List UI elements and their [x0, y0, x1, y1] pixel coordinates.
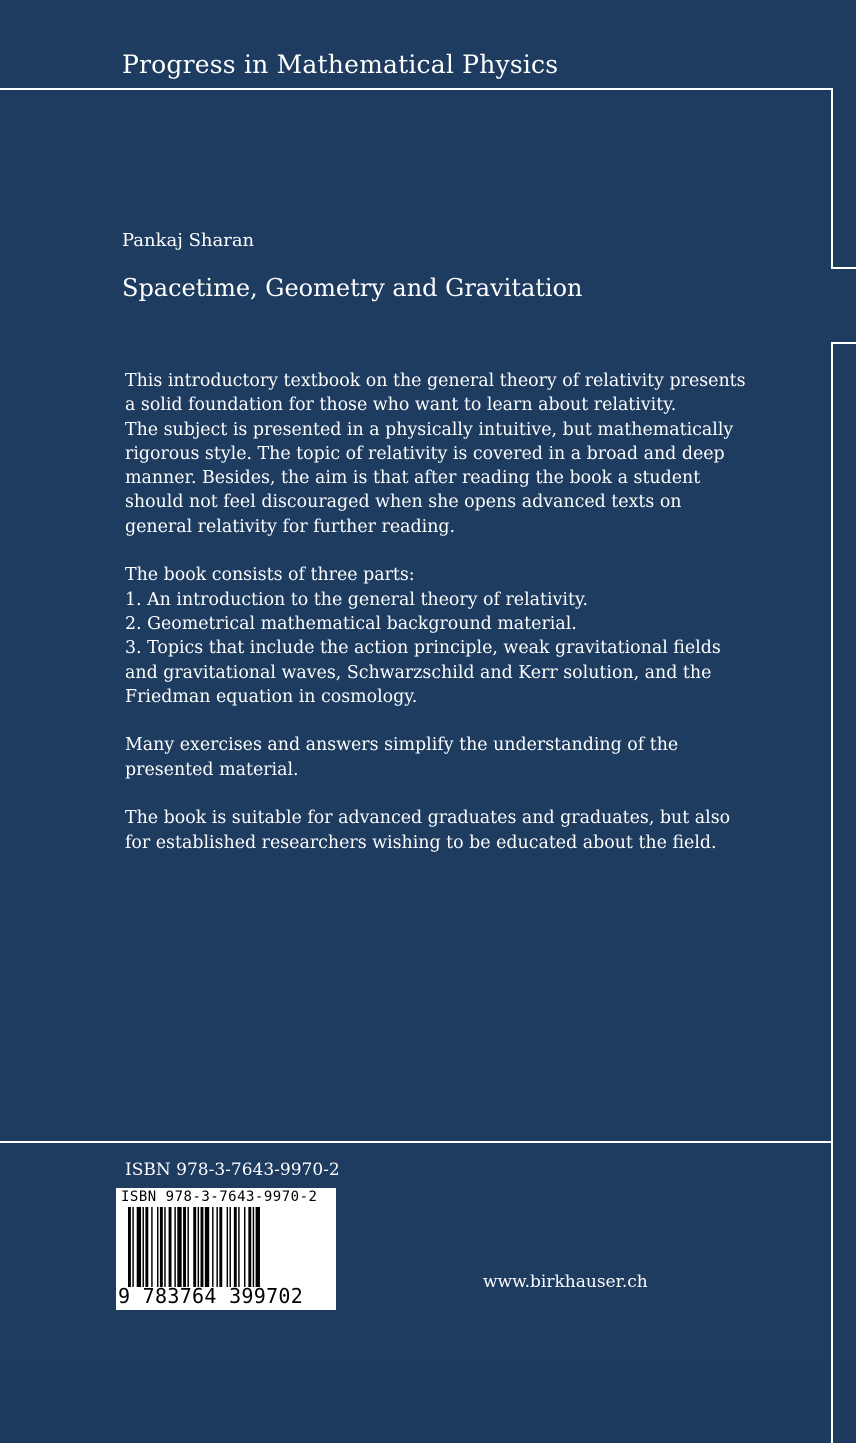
text-line: presented material. — [125, 759, 299, 780]
text-line: The book consists of three parts: — [125, 565, 415, 586]
series-title: Progress in Mathematical Physics — [122, 50, 559, 79]
barcode-bar — [198, 1207, 199, 1287]
barcode-bar — [216, 1207, 217, 1287]
barcode-bar — [177, 1207, 181, 1287]
barcode-bar — [193, 1207, 196, 1287]
barcode — [116, 1188, 336, 1310]
barcode-bar — [230, 1207, 231, 1287]
description-paragraph-1 — [125, 369, 765, 539]
barcode-bar — [187, 1207, 188, 1287]
barcode-bar — [244, 1207, 245, 1287]
isbn-number: ISBN 978-3-7643-9970-2 — [125, 1160, 340, 1180]
frame-right-upper-line — [831, 88, 833, 269]
barcode-bar — [160, 1207, 163, 1287]
barcode-bar — [183, 1207, 186, 1287]
barcode-bar — [205, 1207, 209, 1287]
frame-right-lower-line — [831, 342, 833, 1443]
barcode-bar — [248, 1207, 251, 1287]
barcode-bar — [157, 1207, 158, 1287]
barcode-bar — [253, 1207, 254, 1287]
text-line: The book is suitable for advanced graduates and graduates, but also — [125, 808, 731, 829]
book-title: Spacetime, Geometry and Gravitation — [122, 274, 583, 302]
text-line: for established researchers wishing to be educated about the field. — [125, 832, 717, 853]
barcode-bar — [143, 1207, 144, 1287]
barcode-bar — [164, 1207, 165, 1287]
barcode-bar — [201, 1207, 204, 1287]
description — [125, 369, 765, 879]
description-paragraph-2 — [125, 563, 765, 709]
barcode-bar — [219, 1207, 222, 1287]
text-line: and gravitational waves, Schwarzschild and Kerr solution, and the — [125, 662, 712, 683]
barcode-bar — [256, 1207, 260, 1287]
barcode-bar — [174, 1207, 175, 1287]
list-item: 1. An introduction to the general theory of relativity. — [125, 589, 588, 610]
frame-top-line — [0, 88, 833, 90]
author-name: Pankaj Sharan — [122, 230, 255, 251]
publisher-website: www.birkhauser.ch — [483, 1272, 648, 1292]
barcode-bar — [151, 1207, 152, 1287]
list-item: 3. Topics that include the action principle, weak gravitational fields — [125, 638, 721, 659]
frame-lower-tick — [831, 342, 856, 344]
barcode-bar — [128, 1207, 131, 1287]
barcode-bar — [145, 1207, 148, 1287]
text-line: a solid foundation for those who want to learn about relativity. — [125, 395, 677, 416]
barcode-isbn-text: ISBN 978-3-7643-9970-2 — [121, 1189, 318, 1205]
frame-upper-tick — [831, 267, 856, 269]
barcode-bar — [234, 1207, 237, 1287]
text-line: rigorous style. The topic of relativity is covered in a broad and deep — [125, 443, 725, 464]
text-line: This introductory textbook on the general theory of relativity presents — [125, 371, 746, 391]
barcode-bar — [238, 1207, 239, 1287]
barcode-bar — [169, 1207, 172, 1287]
text-line: general relativity for further reading. — [125, 516, 456, 537]
text-line: The subject is presented in a physically intuitive, but mathematically — [125, 419, 734, 440]
barcode-bar — [137, 1207, 141, 1287]
text-line: should not feel discouraged when she opens advanced texts on — [125, 492, 682, 513]
list-item: 2. Geometrical mathematical background material. — [125, 613, 577, 634]
text-line: manner. Besides, the aim is that after reading the book a student — [125, 468, 701, 489]
barcode-bar — [212, 1207, 213, 1287]
description-paragraph-3 — [125, 733, 765, 782]
text-line: Friedman equation in cosmology. — [125, 686, 418, 707]
barcode-digits: 9 783764 399702 — [118, 1284, 304, 1308]
description-paragraph-4 — [125, 806, 765, 855]
text-line: Many exercises and answers simplify the understanding of the — [125, 735, 679, 756]
barcode-bar — [227, 1207, 228, 1287]
frame-bottom-line — [0, 1141, 833, 1143]
barcode-bar — [132, 1207, 133, 1287]
barcode-bars — [128, 1207, 328, 1287]
